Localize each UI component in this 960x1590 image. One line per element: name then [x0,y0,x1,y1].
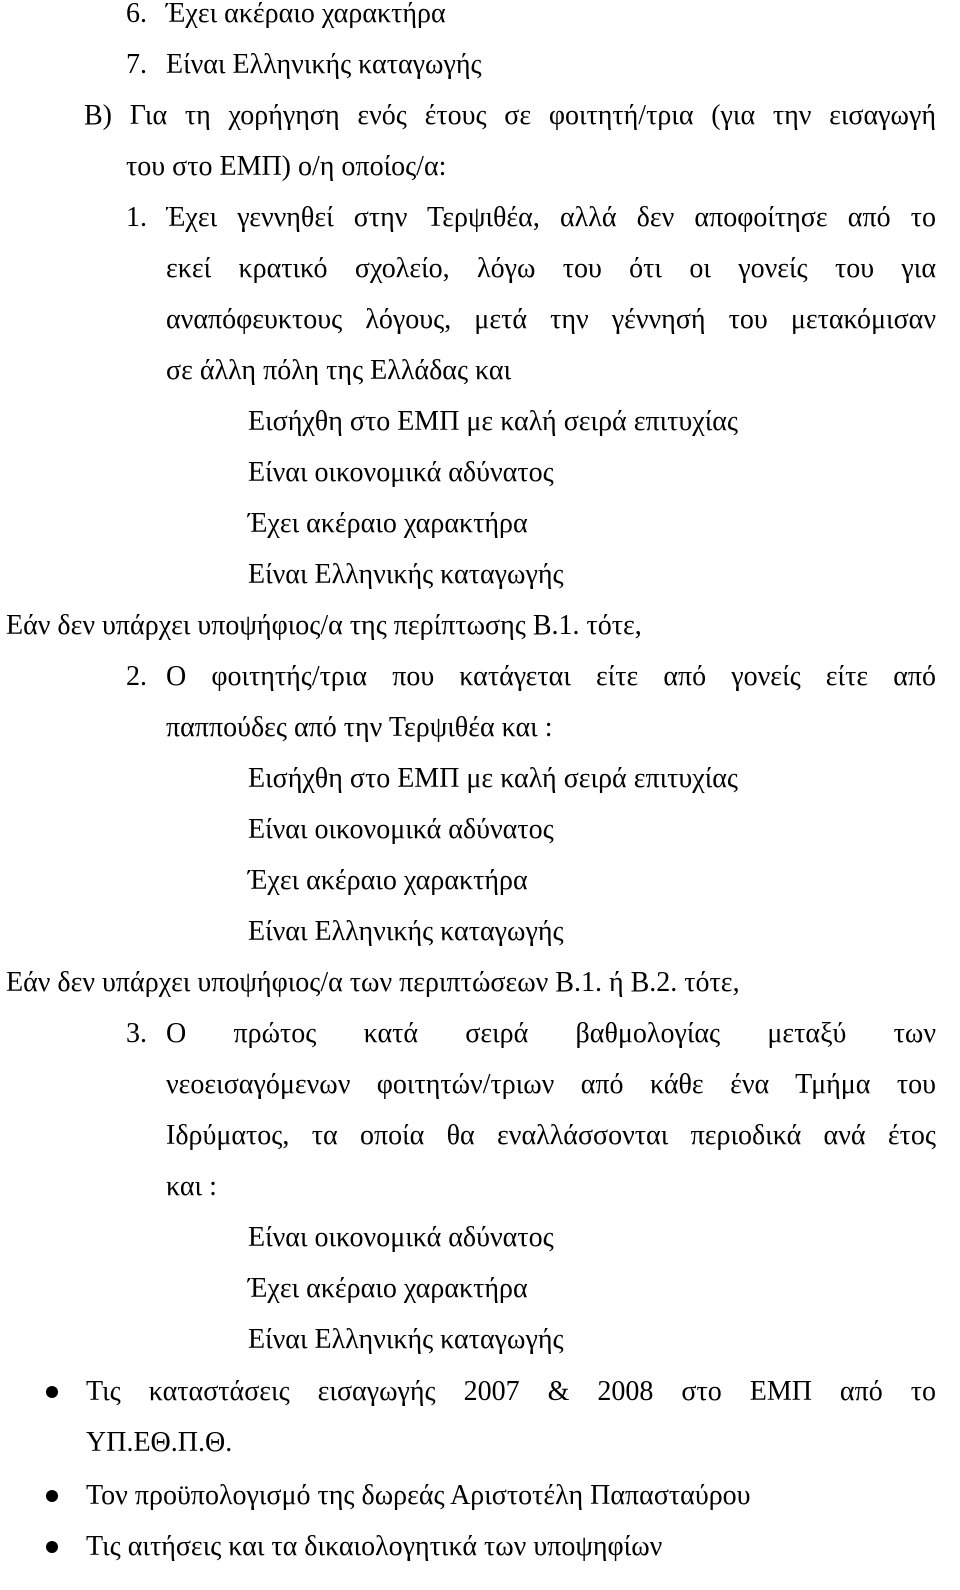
item2-criterion: Είναι Ελληνικής καταγωγής [248,916,564,947]
item3-line: Ο πρώτος κατά σειρά βαθμολογίας μεταξύ των [166,1018,936,1049]
list-number: 6. [126,0,147,29]
condition-b1-b2: Εάν δεν υπάρχει υποψήφιος/α των περιπτώσεων Β.1. ή Β.2. τότε, [6,967,740,998]
list-number: 7. [126,49,147,80]
item3-line: νεοεισαγόμενων φοιτητών/τριων από κάθε ένα Τμήμα του [166,1069,936,1100]
item1-line: αναπόφευκτους λόγους, μετά την γέννησή του μετακόμισαν [166,304,936,335]
item3-number: 3. [126,1018,147,1049]
list-item-text: Έχει ακέραιο χαρακτήρα [166,0,446,29]
item1-criterion: Εισήχθη στο ΕΜΠ με καλή σειρά επιτυχίας [248,406,738,437]
section-b-heading: Β) Για τη χορήγηση ενός έτους σε φοιτητή/τρια (για την εισαγωγή [84,100,936,131]
item3-line: Ιδρύματος, τα οποία θα εναλλάσσονται περιοδικά ανά έτος [166,1120,936,1151]
item3-line: και : [166,1171,217,1202]
item2-number: 2. [126,661,147,692]
bullet-icon [46,1541,58,1553]
item1-criterion: Είναι οικονομικά αδύνατος [248,457,554,488]
bullet-item-text: ΥΠ.ΕΘ.Π.Θ. [86,1427,233,1458]
item3-criterion: Είναι οικονομικά αδύνατος [248,1222,554,1253]
item3-criterion: Έχει ακέραιο χαρακτήρα [248,1273,528,1304]
bullet-item-text: Τις αιτήσεις και τα δικαιολογητικά των υποψηφίων [86,1531,663,1562]
item1-line: εκεί κρατικό σχολείο, λόγω του ότι οι γονείς του για [166,253,936,284]
list-item-text: Είναι Ελληνικής καταγωγής [166,49,482,80]
bullet-item-text: Τις καταστάσεις εισαγωγής 2007 & 2008 στο ΕΜΠ από το [86,1376,936,1407]
item3-criterion: Είναι Ελληνικής καταγωγής [248,1324,564,1355]
bullet-icon [46,1386,58,1398]
item2-criterion: Εισήχθη στο ΕΜΠ με καλή σειρά επιτυχίας [248,763,738,794]
item1-criterion: Είναι Ελληνικής καταγωγής [248,559,564,590]
condition-b1: Εάν δεν υπάρχει υποψήφιος/α της περίπτωσης Β.1. τότε, [6,610,642,641]
item1-line: Έχει γεννηθεί στην Τερψιθέα, αλλά δεν αποφοίτησε από το [166,202,936,233]
item1-line: σε άλλη πόλη της Ελλάδας και [166,355,512,386]
item1-number: 1. [126,202,147,233]
section-b-heading-cont: του στο ΕΜΠ) ο/η οποίος/α: [126,151,447,182]
item1-criterion: Έχει ακέραιο χαρακτήρα [248,508,528,539]
item2-criterion: Έχει ακέραιο χαρακτήρα [248,865,528,896]
bullet-icon [46,1490,58,1502]
bullet-item-text: Τον προϋπολογισμό της δωρεάς Αριστοτέλη Παπασταύρου [86,1480,751,1511]
item2-criterion: Είναι οικονομικά αδύνατος [248,814,554,845]
item2-line: Ο φοιτητής/τρια που κατάγεται είτε από γονείς είτε από [166,661,936,692]
item2-line: παππούδες από την Τερψιθέα και : [166,712,553,743]
